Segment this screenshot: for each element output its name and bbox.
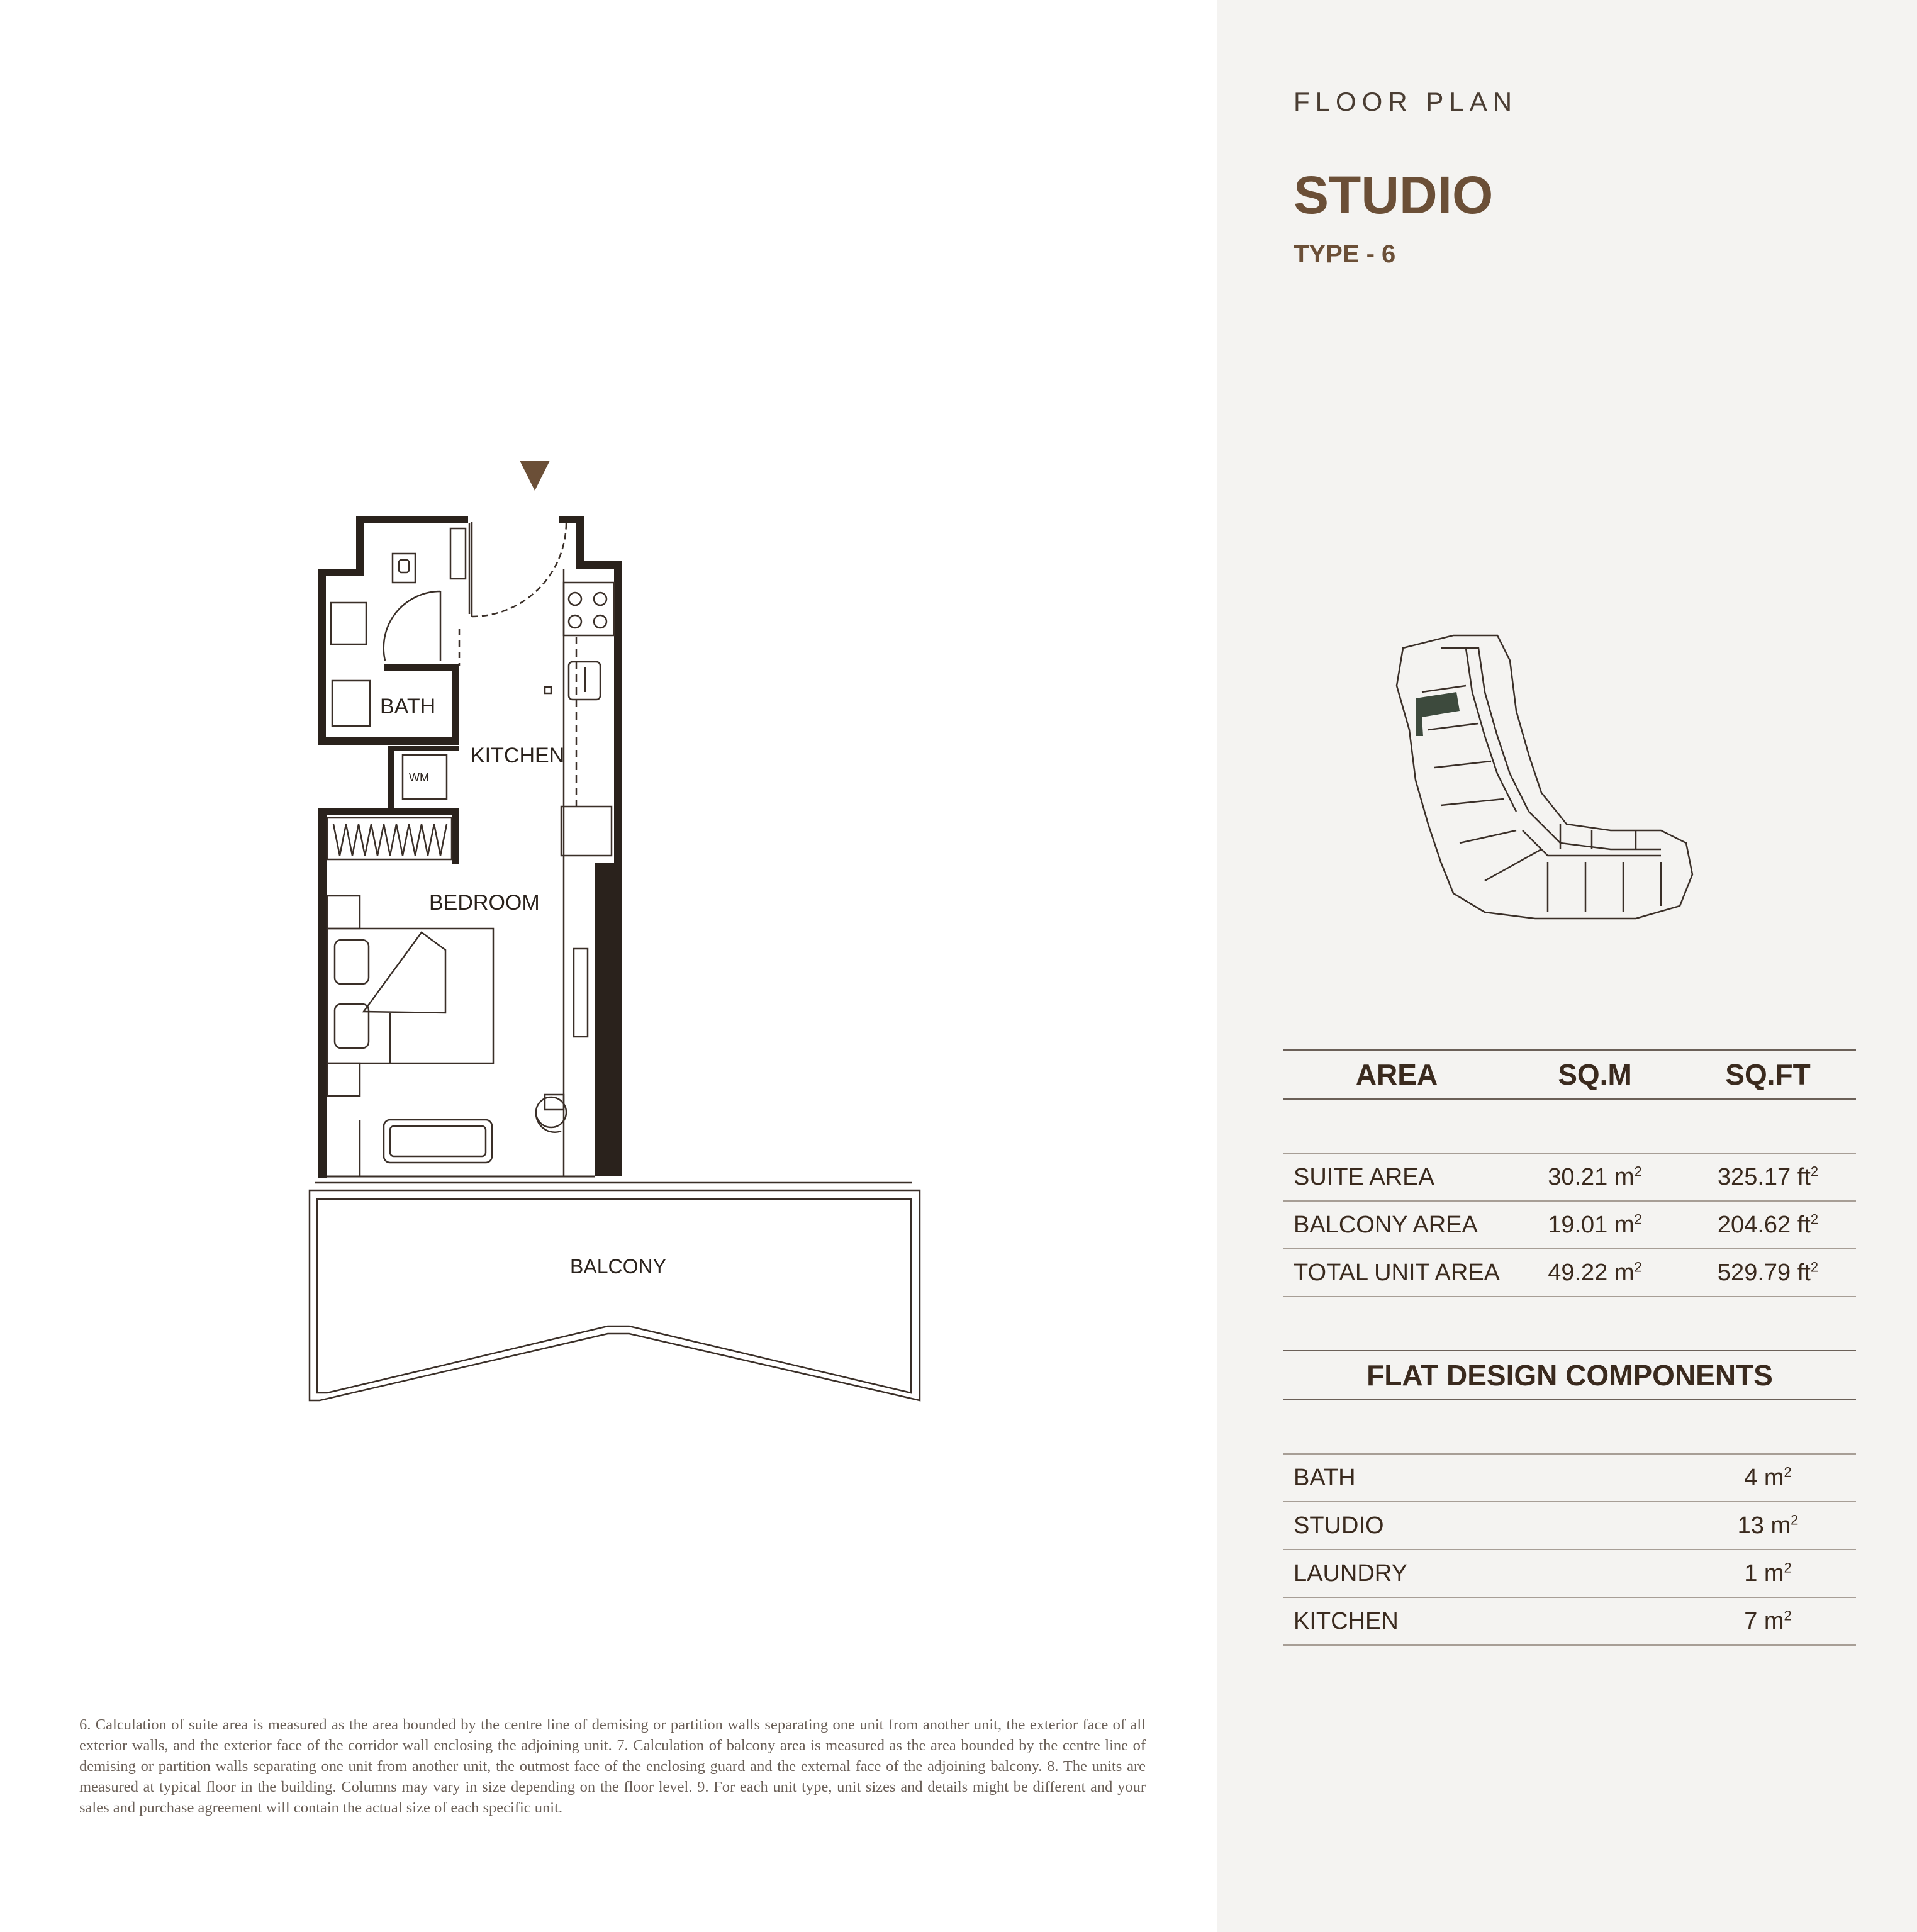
row-value: 4 $m^2$	[1680, 1454, 1856, 1502]
row-label: KITCHEN	[1283, 1597, 1680, 1645]
row-label: TOTAL UNIT AREA	[1283, 1249, 1510, 1297]
room-label-kitchen: KITCHEN	[471, 744, 565, 768]
row-label: LAUNDRY	[1283, 1550, 1680, 1597]
header-area: AREA	[1355, 1058, 1438, 1091]
table-row	[1283, 1502, 1856, 1550]
footnotes: 6. Calculation of suite area is measured as the area bounded by the centre line of demising or partition walls separating one unit from another unit, the exterior face of all exterior walls, and the exterior face of the corridor wall enclosing the adjoining unit. 7. Calculation of balcony area is measured as the area bounded by the centre line of demising or partition walls separating one unit from another unit, the outmost face of the enclosing guard and the external face of the adjoining balcony. 8. The units are measured at typical floor in the building. Columns may vary in size depending on the floor level. 9. For each unit type, unit sizes and details might be different and your sales and purchase agreement will contain the actual size of each specific unit.	[79, 1716, 1146, 1816]
table-row	[1283, 1249, 1856, 1297]
row-value: 7 $m^2$	[1680, 1597, 1856, 1645]
table-spacer	[1283, 1099, 1856, 1153]
page-subtitle: TYPE - 6	[1294, 240, 1396, 268]
components-table-header	[1283, 1351, 1856, 1400]
row-sqft: 325.17 $ft^2$	[1680, 1153, 1856, 1201]
entrance-arrow-icon	[520, 461, 550, 491]
area-table	[1283, 1049, 1856, 1297]
row-sqft: 529.79 $ft^2$	[1680, 1249, 1856, 1297]
eyebrow-label: FLOOR PLAN	[1294, 87, 1518, 116]
header-sqm: SQ.M	[1558, 1058, 1632, 1091]
area-table-header	[1283, 1050, 1856, 1099]
row-value: 1 $m^2$	[1680, 1550, 1856, 1597]
header-components: FLAT DESIGN COMPONENTS	[1366, 1359, 1773, 1392]
table-row	[1283, 1454, 1856, 1502]
room-label-bedroom: BEDROOM	[429, 891, 540, 915]
row-label: BALCONY AREA	[1283, 1201, 1510, 1249]
table-row	[1283, 1550, 1856, 1597]
row-sqm: 49.22 $m^2$	[1510, 1249, 1680, 1297]
components-table	[1283, 1350, 1856, 1646]
room-label-balcony: BALCONY	[570, 1255, 666, 1278]
row-sqft: 204.62 $ft^2$	[1680, 1201, 1856, 1249]
row-label: STUDIO	[1283, 1502, 1680, 1550]
room-label-wm: WM	[409, 771, 429, 784]
table-spacer	[1283, 1400, 1856, 1454]
row-sqm: 30.21 $m^2$	[1510, 1153, 1680, 1201]
table-row	[1283, 1201, 1856, 1249]
table-row	[1283, 1153, 1856, 1201]
row-sqm: 19.01 $m^2$	[1510, 1201, 1680, 1249]
table-row	[1283, 1597, 1856, 1645]
room-label-bath: BATH	[380, 695, 436, 718]
row-value: 13 $m^2$	[1680, 1502, 1856, 1550]
page-title: STUDIO	[1294, 165, 1494, 225]
row-label: SUITE AREA	[1283, 1153, 1510, 1201]
building-key-plan-icon	[1372, 623, 1711, 937]
row-label: BATH	[1283, 1454, 1680, 1502]
header-sqft: SQ.FT	[1725, 1058, 1811, 1091]
